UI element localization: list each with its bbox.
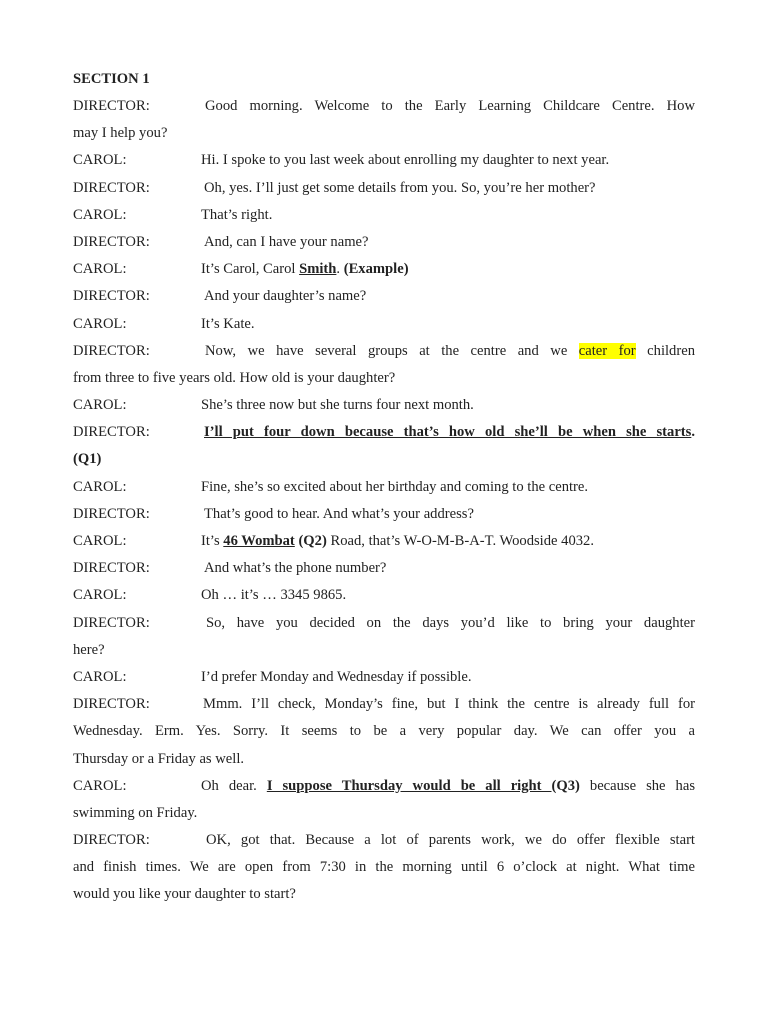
director-line: [73, 691, 695, 718]
speaker-label: CAROL:: [73, 206, 127, 223]
dialogue-text: children: [635, 342, 695, 359]
dialogue-text: It’s: [201, 533, 224, 549]
speaker-label: CAROL:: [73, 261, 127, 278]
answer-example: Smith: [299, 261, 337, 278]
question-marker-q1: (Q1): [73, 451, 102, 468]
dialogue-text: .: [336, 261, 344, 278]
director-line: [73, 419, 695, 446]
speaker-label: DIRECTOR:: [73, 614, 150, 631]
dialogue-continuation: Thursday or a Friday as well.: [73, 750, 245, 767]
carol-line: [73, 664, 695, 691]
dialogue-continuation: may I help you?: [73, 125, 168, 142]
dialogue-text: It’s Carol, Carol: [201, 261, 300, 278]
director-line: [73, 501, 695, 528]
speaker-label: DIRECTOR:: [73, 832, 150, 849]
dialogue-text: She’s three now but she turns four next month.: [201, 397, 474, 414]
dialogue-continuation: here?: [73, 641, 105, 658]
speaker-label: DIRECTOR:: [73, 696, 150, 713]
example-marker: (Example): [343, 261, 409, 278]
dialogue-text: .: [691, 424, 695, 441]
carol-line: [73, 582, 695, 609]
dialogue-continuation: swimming on Friday.: [73, 804, 198, 821]
director-line: [73, 93, 695, 120]
dialogue-text: Oh … it’s … 3345 9865.: [201, 587, 347, 604]
section-title: SECTION 1: [73, 71, 150, 87]
carol-line: [73, 773, 695, 800]
director-line: [73, 283, 695, 310]
carol-line: [73, 202, 695, 229]
dialogue-continuation: from three to five years old. How old is your daughter?: [73, 369, 396, 386]
highlighted-phrase: cater for: [578, 342, 636, 359]
dialogue-text: Road, that’s W-O-M-B-A-T. Woodside 4032.: [326, 533, 594, 549]
carol-line: [73, 392, 695, 419]
dialogue-text: Good morning. Welcome to the Early Learning Childcare Centre. How: [205, 98, 695, 114]
answer-q1: I’ll put four down because that’s how old she’ll be when she starts: [204, 424, 692, 441]
dialogue-text: OK, got that. Because a lot of parents work, we do offer flexible start: [206, 832, 695, 849]
director-line: [73, 229, 695, 256]
director-line: [73, 175, 695, 202]
speaker-label: DIRECTOR:: [73, 424, 150, 441]
answer-q3: I suppose Thursday would be all right: [266, 777, 552, 794]
dialogue-text: It’s Kate.: [201, 315, 255, 332]
dialogue-text: So, have you decided on the days you’d like to bring your daughter: [206, 614, 695, 631]
speaker-label: CAROL:: [73, 533, 127, 549]
dialogue-text: That’s right.: [201, 206, 273, 223]
speaker-label: DIRECTOR:: [73, 98, 150, 114]
question-marker-q2: (Q2): [294, 533, 327, 549]
carol-line: [73, 311, 695, 338]
speaker-label: CAROL:: [73, 478, 127, 495]
dialogue-continuation: would you like your daughter to start?: [73, 886, 296, 903]
dialogue-text: Hi. I spoke to you last week about enrolling my daughter to next year.: [201, 152, 610, 169]
question-marker-q3: (Q3): [551, 777, 580, 794]
speaker-label: CAROL:: [73, 397, 127, 414]
director-line: [73, 555, 695, 582]
dialogue-text: Now, we have several groups at the centre and we: [205, 342, 579, 359]
dialogue-text: And your daughter’s name?: [204, 288, 367, 305]
carol-line: [73, 256, 695, 283]
speaker-label: CAROL:: [73, 152, 127, 169]
speaker-label: CAROL:: [73, 315, 127, 332]
speaker-label: DIRECTOR:: [73, 233, 150, 250]
carol-line: [73, 474, 695, 501]
dialogue-text: And, can I have your name?: [204, 233, 369, 250]
dialogue-text: And what’s the phone number?: [204, 560, 387, 577]
speaker-label: DIRECTOR:: [73, 560, 150, 577]
speaker-label: DIRECTOR:: [73, 288, 150, 305]
director-line: [73, 827, 695, 854]
dialogue-text: I’d prefer Monday and Wednesday if possible.: [201, 668, 472, 685]
speaker-label: DIRECTOR:: [73, 342, 150, 359]
dialogue-continuation: Wednesday. Erm. Yes. Sorry. It seems to be a very popular day. We can offer you a: [73, 723, 695, 740]
dialogue-continuation: and finish times. We are open from 7:30 in the morning until 6 o’clock at night. What time: [73, 859, 695, 876]
dialogue-text: That’s good to hear. And what’s your address?: [204, 505, 474, 522]
speaker-label: CAROL:: [73, 777, 127, 794]
carol-line: [73, 147, 695, 174]
dialogue-text: Mmm. I’ll check, Monday’s fine, but I think the centre is already full for: [203, 696, 695, 713]
answer-q2: 46 Wombat: [223, 533, 295, 549]
speaker-label: DIRECTOR:: [73, 505, 150, 522]
director-line: [73, 338, 695, 365]
transcript: [73, 66, 695, 909]
speaker-label: DIRECTOR:: [73, 179, 150, 196]
speaker-label: CAROL:: [73, 587, 127, 604]
carol-line: [73, 528, 695, 555]
dialogue-text: Oh dear.: [201, 777, 267, 794]
dialogue-text: Fine, she’s so excited about her birthday and coming to the centre.: [201, 478, 589, 495]
director-line: [73, 610, 695, 637]
dialogue-text: Oh, yes. I’ll just get some details from you. So, you’re her mother?: [204, 179, 596, 196]
speaker-label: CAROL:: [73, 668, 127, 685]
dialogue-text: because she has: [579, 777, 695, 794]
